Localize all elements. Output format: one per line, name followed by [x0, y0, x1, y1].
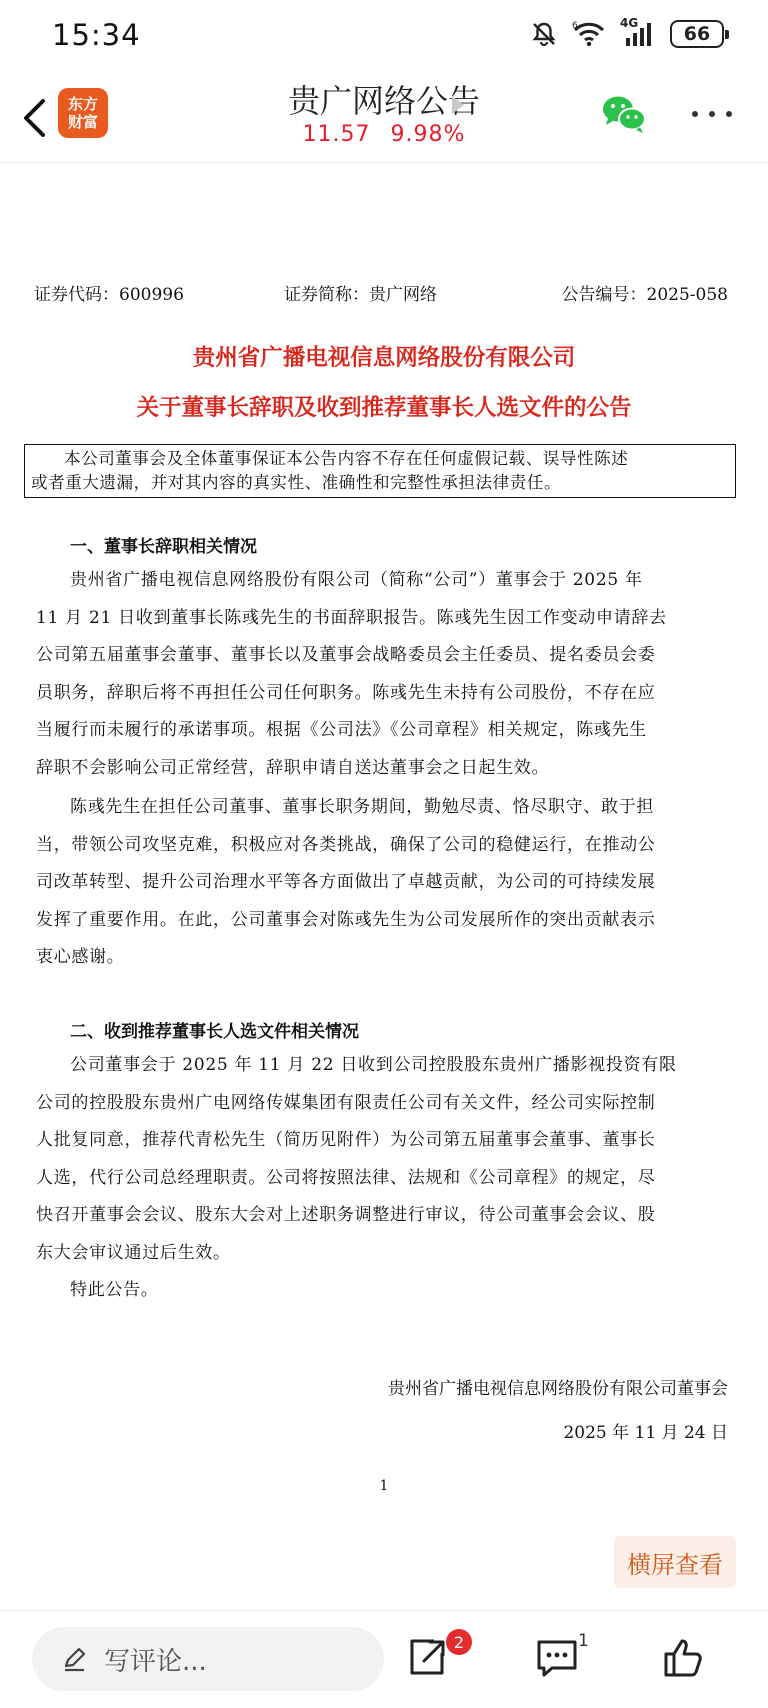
section-1-paragraph-2: [36, 789, 736, 977]
comment-bubble-icon: [534, 1635, 580, 1681]
wechat-share-button[interactable]: [600, 92, 648, 136]
battery-icon: 66: [670, 20, 724, 48]
paragraph-line: 当履行而未履行的承诺事项。根据《公司法》《公司章程》相关规定，陈彧先生: [36, 720, 647, 740]
landscape-view-button[interactable]: 横屏查看: [614, 1536, 736, 1588]
paragraph-line: 快召开董事会会议、股东大会对上述职务调整进行审议，待公司董事会会议、股: [36, 1205, 656, 1225]
title-expand-icon[interactable]: [452, 96, 464, 114]
header: [0, 74, 768, 163]
signature-date: 2025 年 11 月 24 日: [563, 1423, 728, 1443]
paragraph-line: 公司董事会于 2025 年 11 月 22 日收到公司控股股东贵州广播影视投资有限: [70, 1055, 677, 1075]
bottom-action-bar: [0, 1610, 768, 1708]
stock-quote: [0, 122, 768, 147]
wechat-icon: [600, 92, 648, 136]
paragraph-line: 公司第五届董事会董事、董事长以及董事会战略委员会主任委员、提名委员会委: [36, 645, 656, 665]
thumbs-up-icon: [660, 1635, 706, 1681]
more-options-button[interactable]: [692, 104, 732, 124]
paragraph-line: 司改革转型、提升公司治理水平等各方面做出了卓越贡献，为公司的可持续发展: [36, 872, 656, 892]
security-short-name: 证券简称：贵广网络: [284, 285, 437, 305]
section-1-paragraph-1: [36, 562, 736, 787]
paragraph-line: 辞职不会影响公司正常经营，辞职申请自送达董事会之日起生效。: [36, 757, 550, 778]
paragraph-line: 人选，代行公司总经理职责。公司将按照法律、法规和《公司章程》的规定，尽: [36, 1167, 656, 1188]
security-code: 证券代码：600996: [34, 285, 184, 305]
paragraph-line: 东大会审议通过后生效。: [36, 1242, 231, 1263]
status-bar: [0, 0, 768, 74]
company-name: 贵州省广播电视信息网络股份有限公司: [192, 345, 576, 371]
closing-text: 特此公告。: [70, 1280, 159, 1300]
paragraph-line: 员职务，辞职后将不再担任公司任何职务。陈彧先生未持有公司股份，不存在应: [36, 682, 656, 703]
comment-input[interactable]: [32, 1627, 384, 1691]
signal-type-label: 4G: [620, 16, 639, 30]
section-1-heading: 一、董事长辞职相关情况: [70, 537, 257, 557]
more-dot-icon: [726, 111, 732, 117]
svg-text:6: 6: [572, 21, 578, 31]
announcement-number: 公告编号：2025-058: [561, 285, 728, 305]
page-title[interactable]: 贵广网络公告: [287, 82, 480, 120]
wifi-icon: [572, 20, 606, 48]
signature: 贵州省广播电视信息网络股份有限公司董事会: [388, 1379, 728, 1399]
disclaimer-box: [24, 444, 736, 498]
stock-price: 11.57: [302, 122, 371, 147]
pencil-icon: [62, 1646, 88, 1672]
logo-line-1: 东方: [67, 95, 98, 113]
more-dot-icon: [709, 111, 715, 117]
share-badge: 2: [446, 1629, 472, 1655]
disclaimer-line: 或者重大遗漏，并对其内容的真实性、准确性和完整性承担法律责任。: [31, 473, 562, 492]
comment-count: 1: [578, 1631, 589, 1651]
paragraph-line: 公司的控股股东贵州广电网络传媒集团有限责任公司有关文件，经公司实际控制: [36, 1092, 656, 1113]
logo-line-2: 财富: [67, 113, 98, 131]
paragraph-line: 人批复同意，推荐代青松先生（简历见附件）为公司第五届董事会董事、董事长: [36, 1130, 656, 1150]
comments-button[interactable]: [534, 1635, 580, 1681]
announcement-title: 关于董事长辞职及收到推荐董事长人选文件的公告: [136, 395, 632, 421]
document-meta: [34, 280, 728, 308]
status-icons: [530, 16, 724, 48]
paragraph-line: 当，带领公司攻坚克难，积极应对各类挑战，确保了公司的稳健运行，在推动公: [36, 834, 656, 855]
paragraph-line: 发挥了重要作用。在此，公司董事会对陈彧先生为公司发展所作的突出贡献表示: [36, 909, 656, 930]
more-dot-icon: [692, 111, 698, 117]
paragraph-line: 陈彧先生在担任公司董事、董事长职务期间，勤勉尽责、恪尽职守、敢于担: [70, 797, 655, 817]
announcement-document: [0, 162, 768, 1582]
section-2-heading: 二、收到推荐董事长人选文件相关情况: [70, 1022, 359, 1042]
section-2-paragraph: [36, 1047, 736, 1272]
comment-placeholder: 写评论...: [104, 1646, 207, 1677]
share-button[interactable]: [404, 1635, 450, 1681]
mute-icon: [530, 20, 558, 48]
paragraph-line: 11 月 21 日收到董事长陈彧先生的书面辞职报告。陈彧先生因工作变动申请辞去: [36, 607, 667, 628]
like-button[interactable]: [660, 1635, 706, 1681]
paragraph-line: 贵州省广播电视信息网络股份有限公司（简称“公司”）董事会于 2025 年: [70, 570, 643, 590]
stock-change: 9.98%: [390, 122, 466, 147]
closing-paragraph: [36, 1272, 736, 1310]
paragraph-line: 衷心感谢。: [36, 947, 125, 967]
page-number: 1: [379, 1478, 389, 1494]
status-time: 15:34: [52, 18, 141, 52]
disclaimer-line: 本公司董事会及全体董事保证本公告内容不存在任何虚假记载、误导性陈述: [64, 449, 629, 468]
share-icon: [404, 1635, 450, 1681]
signal-icon: [620, 16, 656, 48]
